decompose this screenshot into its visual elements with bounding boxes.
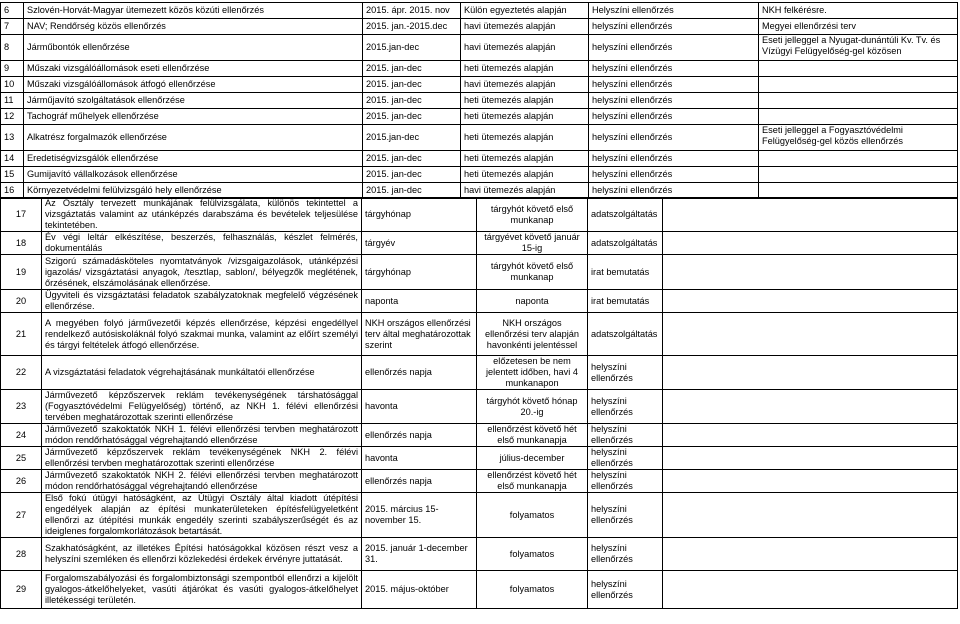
row-schedule: havi ütemezés alapján [461,77,589,93]
row-empty [663,232,958,255]
row-period: tárgyhónap [362,198,477,232]
table-row [1,125,958,151]
row-number: 18 [1,232,42,255]
row-empty [663,470,958,493]
table-row [1,424,958,447]
row-empty [663,424,958,447]
row-note [759,151,958,167]
table-row [1,390,958,424]
table-row [1,35,958,61]
table-row [1,255,958,290]
row-empty [663,571,958,609]
row-date: 2015. jan.-2015.dec [363,19,461,35]
row-empty [663,356,958,390]
row-date: 2015. jan-dec [363,61,461,77]
row-deadline: folyamatos [477,538,588,571]
row-description: Műszaki vizsgálóállomások eseti ellenőrzése [24,61,363,77]
table-row [1,167,958,183]
row-method: helyszíni ellenőrzés [588,447,663,470]
row-note [759,61,958,77]
row-schedule: heti ütemezés alapján [461,151,589,167]
table-row [1,61,958,77]
row-type: helyszíni ellenőrzés [589,35,759,61]
row-number: 14 [1,151,24,167]
row-deadline: tárgyhót követő első munkanap [477,255,588,290]
row-method: irat bemutatás [588,290,663,313]
row-period: tárgyév [362,232,477,255]
row-deadline: július-december [477,447,588,470]
row-date: 2015. ápr. 2015. nov [363,3,461,19]
row-schedule: heti ütemezés alapján [461,93,589,109]
row-number: 10 [1,77,24,93]
row-number: 19 [1,255,42,290]
row-description: Első fokú útügyi hatóságként, az Útügyi Osztály által kiadott útépítési engedélyek alapján az építési munkaterületeken építésfelügyeletként ellenőrzi az útépítési munkák engedély szerinti szabályszerűségét és az ideiglenes forgalomkorlátozások betartását. [42,493,362,538]
row-period: ellenőrzés napja [362,424,477,447]
row-number: 23 [1,390,42,424]
row-description: A megyében folyó járművezetői képzés ellenőrzése, képzési engedéllyel rendelkező autósiskoláknál folyó szakmai munka, valamint az előírt személyi és tárgyi feltételek átfogó ellenőrzése. [42,313,362,356]
row-schedule: havi ütemezés alapján [461,35,589,61]
row-period: tárgyhónap [362,255,477,290]
row-number: 20 [1,290,42,313]
row-empty [663,255,958,290]
row-period: 2015. március 15-november 15. [362,493,477,538]
row-schedule: heti ütemezés alapján [461,125,589,151]
row-deadline: ellenőrzést követő hét első munkanapja [477,470,588,493]
row-date: 2015. jan-dec [363,109,461,125]
table-row [1,93,958,109]
row-description: Az Osztály tervezett munkájának felülvizsgálata, különös tekintettel a vizsgáztatás valamint az utánképzés darabszáma és bevételek teljesülése tekintetében. [42,198,362,232]
row-number: 27 [1,493,42,538]
table-row [1,151,958,167]
row-number: 29 [1,571,42,609]
row-method: helyszíni ellenőrzés [588,571,663,609]
row-description: Szlovén-Horvát-Magyar ütemezett közös közúti ellenőrzés [24,3,363,19]
row-deadline: előzetesen be nem jelentett időben, havi 4 munkanapon [477,356,588,390]
row-note [759,77,958,93]
row-method: helyszíni ellenőrzés [588,538,663,571]
row-empty [663,493,958,538]
row-number: 15 [1,167,24,183]
row-empty [663,313,958,356]
table-row [1,356,958,390]
inspection-schedule-table-bottom [0,197,958,609]
row-note: NKH felkérésre. [759,3,958,19]
row-description: Gumijavító vállalkozások ellenőrzése [24,167,363,183]
row-number: 25 [1,447,42,470]
row-period: havonta [362,390,477,424]
row-period: havonta [362,447,477,470]
row-number: 21 [1,313,42,356]
row-description: Járművezető képzőszervek reklám tevékenységének NKH 2. félévi ellenőrzési tervben meghatározottak szerinti ellenőrzése [42,447,362,470]
row-description: Járművezető képzőszervek reklám tevékenységének társhatósággal (Fogyasztóvédelmi Felügyelőség) történő, az NKH 1. félévi ellenőrzési tervében meghatározottak szerinti ellenőrzése [42,390,362,424]
row-note [759,93,958,109]
row-note [759,109,958,125]
row-method: helyszíni ellenőrzés [588,390,663,424]
row-number: 26 [1,470,42,493]
row-deadline: tárgyhót követő első munkanap [477,198,588,232]
row-method: helyszíni ellenőrzés [588,470,663,493]
table-row [1,571,958,609]
table-row [1,313,958,356]
row-note [759,167,958,183]
row-deadline: tárgyévet követő január 15-ig [477,232,588,255]
row-period: 2015. május-október [362,571,477,609]
row-description: Járművezető szakoktatók NKH 1. félévi ellenőrzési tervben meghatározott módon rendőrhatósággal végrehajtandó ellenőrzése [42,424,362,447]
row-type: helyszíni ellenőrzés [589,77,759,93]
row-empty [663,538,958,571]
row-description: Szigorú számadásköteles nyomtatványok /vizsgaigazolások, utánképzési igazolás/ vizsgáztatási anyagok, /tesztlap, sablon/, bélyegzők meglétének, őrzésének, elszámolásának ellenőrzése. [42,255,362,290]
row-description: Ügyviteli és vizsgáztatási feladatok szabályzatoknak megfelelő végzésének ellenőrzése. [42,290,362,313]
row-method: helyszíni ellenőrzés [588,424,663,447]
row-type: Helyszíni ellenőrzés [589,3,759,19]
row-method: irat bemutatás [588,255,663,290]
row-number: 22 [1,356,42,390]
row-schedule: havi ütemezés alapján [461,183,589,199]
row-schedule: heti ütemezés alapján [461,109,589,125]
row-deadline: NKH országos ellenőrzési terv alapján havonkénti jelentéssel [477,313,588,356]
row-number: 17 [1,198,42,232]
row-date: 2015. jan-dec [363,183,461,199]
row-description: Eredetiségvizsgálók ellenőrzése [24,151,363,167]
row-type: helyszíni ellenőrzés [589,19,759,35]
row-deadline: folyamatos [477,571,588,609]
table-row [1,3,958,19]
table-row [1,109,958,125]
row-type: helyszíni ellenőrzés [589,167,759,183]
row-number: 13 [1,125,24,151]
row-method: adatszolgáltatás [588,232,663,255]
row-deadline: ellenőrzést követő hét első munkanapja [477,424,588,447]
row-deadline: tárgyhót követő hónap 20.-ig [477,390,588,424]
row-type: helyszíni ellenőrzés [589,151,759,167]
row-empty [663,447,958,470]
row-description: Műszaki vizsgálóállomások átfogó ellenőrzése [24,77,363,93]
row-method: adatszolgáltatás [588,198,663,232]
row-schedule: Külön egyeztetés alapján [461,3,589,19]
row-description: Év végi leltár elkészítése, beszerzés, felhasználás, készlet felmérés, dokumentálás [42,232,362,255]
row-description: Tachográf műhelyek ellenőrzése [24,109,363,125]
row-deadline: naponta [477,290,588,313]
row-number: 7 [1,19,24,35]
row-description: Szakhatóságként, az illetékes Építési hatóságokkal közösen részt vesz a helyszíni szemléken és ellenőrzi közlekedési érdekek érvényre juttatását. [42,538,362,571]
table-row [1,538,958,571]
table-row [1,232,958,255]
row-description: Járműjavító szolgáltatások ellenőrzése [24,93,363,109]
table-row [1,493,958,538]
row-empty [663,198,958,232]
row-period: ellenőrzés napja [362,356,477,390]
row-method: helyszíni ellenőrzés [588,493,663,538]
row-schedule: heti ütemezés alapján [461,61,589,77]
row-number: 6 [1,3,24,19]
row-period: naponta [362,290,477,313]
row-number: 12 [1,109,24,125]
row-method: adatszolgáltatás [588,313,663,356]
row-note: Eseti jelleggel a Nyugat-dunántúli Kv. Tv. és Vízügyi Felügyelőség-gel közösen [759,35,958,61]
row-type: helyszíni ellenőrzés [589,109,759,125]
row-method: helyszíni ellenőrzés [588,356,663,390]
row-date: 2015. jan-dec [363,167,461,183]
row-type: helyszíni ellenőrzés [589,125,759,151]
row-empty [663,390,958,424]
row-description: Forgalomszabályozási és forgalombiztonsági szempontból ellenőrzi a kijelölt gyalogos-átkelőhelyeket, vasúti átjárókat és vasúti gyalogos-átkelőhelyet illetékességi területén. [42,571,362,609]
row-type: helyszíni ellenőrzés [589,183,759,199]
row-description: Környezetvédelmi felülvizsgáló hely ellenőrzése [24,183,363,199]
table-row [1,77,958,93]
row-description: NAV; Rendőrség közös ellenőrzés [24,19,363,35]
row-description: Járművezető szakoktatók NKH 2. félévi ellenőrzési tervben meghatározott módon rendőrhatósággal végrehajtandó ellenőrzése [42,470,362,493]
row-number: 28 [1,538,42,571]
row-type: helyszíni ellenőrzés [589,93,759,109]
table-row [1,470,958,493]
row-date: 2015.jan-dec [363,35,461,61]
row-period: NKH országos ellenőrzési terv által meghatározottak szerint [362,313,477,356]
table-row [1,290,958,313]
table-row [1,19,958,35]
row-note: Eseti jelleggel a Fogyasztóvédelmi Felügyelőség-gel közös ellenőrzés [759,125,958,151]
row-date: 2015. jan-dec [363,77,461,93]
row-description: A vizsgáztatási feladatok végrehajtásának munkáltatói ellenőrzése [42,356,362,390]
row-schedule: heti ütemezés alapján [461,167,589,183]
row-schedule: havi ütemezés alapján [461,19,589,35]
table-row [1,447,958,470]
row-deadline: folyamatos [477,493,588,538]
row-period: 2015. január 1-december 31. [362,538,477,571]
row-description: Alkatrész forgalmazók ellenőrzése [24,125,363,151]
row-empty [663,290,958,313]
inspection-schedule-table-top [0,2,958,199]
row-date: 2015. jan-dec [363,93,461,109]
row-type: helyszíni ellenőrzés [589,61,759,77]
row-number: 9 [1,61,24,77]
row-date: 2015.jan-dec [363,125,461,151]
row-note: Megyei ellenőrzési terv [759,19,958,35]
row-number: 16 [1,183,24,199]
table-row [1,198,958,232]
row-number: 8 [1,35,24,61]
row-description: Járműbontók ellenőrzése [24,35,363,61]
row-number: 11 [1,93,24,109]
row-period: ellenőrzés napja [362,470,477,493]
row-date: 2015. jan-dec [363,151,461,167]
row-number: 24 [1,424,42,447]
